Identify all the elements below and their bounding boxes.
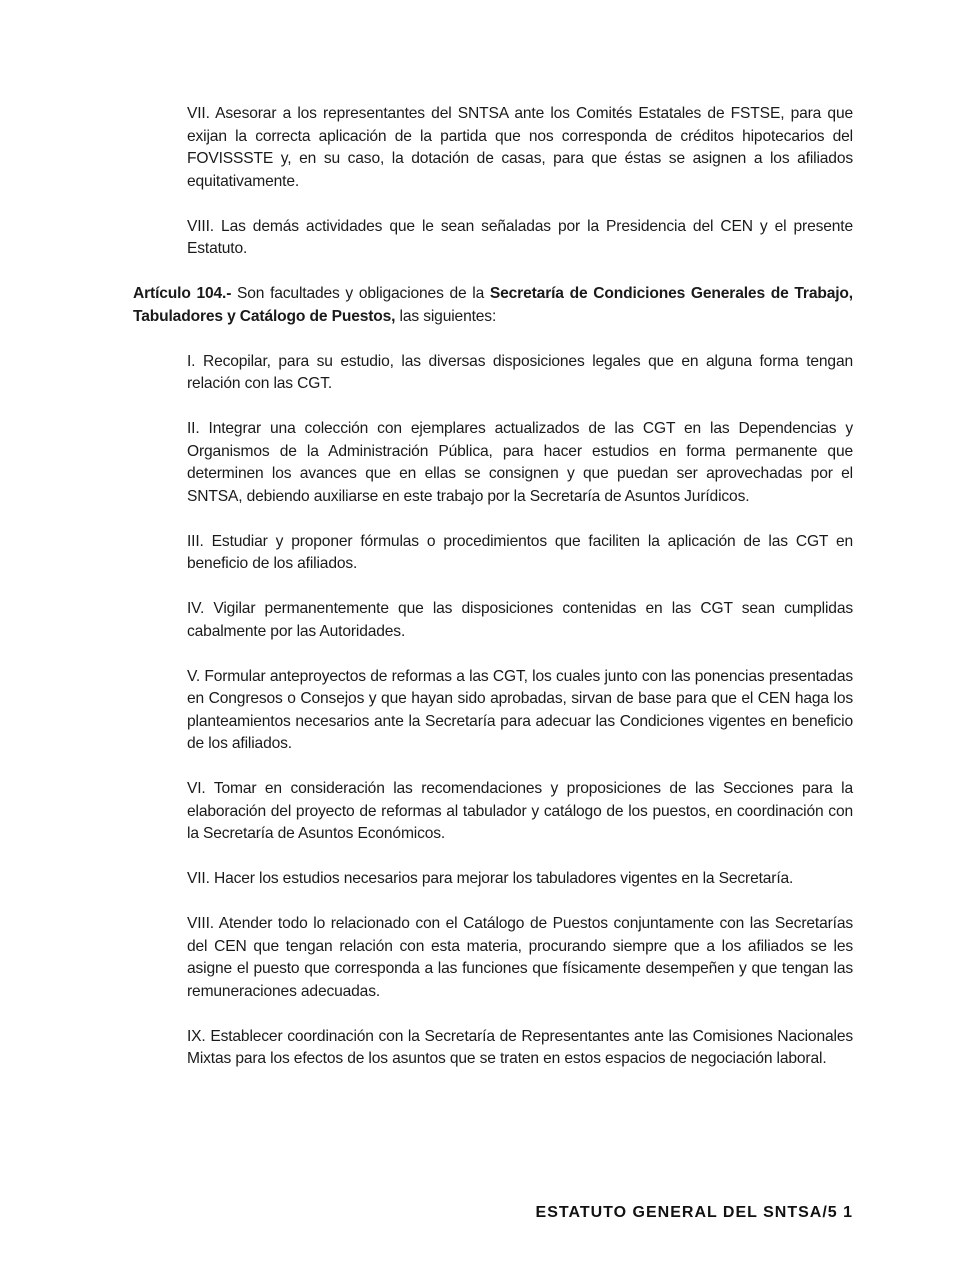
document-body [133,103,853,1093]
paragraph-item-vii: VII. Hacer los estudios necesarios para mejorar los tabuladores vigentes en la Secretaría. [187,870,794,887]
paragraph-item-ii: II. Integrar una colección con ejemplares actualizados de las CGT en las Dependencias y Organismos de la Administración Pública, para hacer estudios en forma permanente que determinen los avances que en ellas se consignen y que puedan ser aprovechadas por el SNTSA, debiendo auxiliarse en este trabajo por la Secretaría de Asuntos Jurídicos. [187,420,853,505]
paragraph-item-vi: VI. Tomar en consideración las recomendaciones y proposiciones de las Secciones para la elaboración del proyecto de reformas al tabulador y catálogo de los puestos, en coordinación con la Secretaría de Asuntos Económicos. [187,780,853,842]
paragraph-item-viii: VIII. Atender todo lo relacionado con el Catálogo de Puestos conjuntamente con las Secretarías del CEN que tengan relación con esta materia, procurando siempre que a los afiliados se les asigne el puesto que corresponda a las funciones que físicamente desempeñen y que tengan las remuneraciones adecuadas. [187,915,853,1000]
paragraph-item-ix: IX. Establecer coordinación con la Secretaría de Representantes ante las Comisiones Nacionales Mixtas para los efectos de los asuntos que se traten en estos espacios de negociación laboral. [187,1027,853,1067]
article-entity: Secretaría de Condiciones Generales de Trabajo, Tabuladores y Catálogo de Puestos, [133,285,853,325]
article-heading [133,283,853,328]
paragraph-item-iv: IV. Vigilar permanentemente que las disposiciones contenidas en las CGT sean cumplidas cabalmente por las Autoridades. [187,600,853,640]
paragraph-item-iii: III. Estudiar y proponer fórmulas o procedimientos que faciliten la aplicación de las CGT en beneficio de los afiliados. [187,532,853,572]
paragraph-item-v: V. Formular anteproyectos de reformas a las CGT, los cuales junto con las ponencias presentadas en Congresos o Consejos y que hayan sido aprobadas, sirvan de base para que el CEN haga los planteamientos necesarios ante la Secretaría para adecuar las Condiciones vigentes en beneficio de los afiliados. [187,667,853,752]
paragraph-item-i: I. Recopilar, para su estudio, las diversas disposiciones legales que en alguna forma tengan relación con las CGT. [187,352,853,392]
page-footer: ESTATUTO GENERAL DEL SNTSA/5 1 [535,1204,853,1221]
article-label: Artículo 104.- [133,285,232,302]
article-intro: Son facultades y obligaciones de la [231,285,490,302]
paragraph-item-vii-prev: VII. Asesorar a los representantes del SNTSA ante los Comités Estatales de FSTSE, para que exijan la correcta aplicación de la partida que nos corresponda de créditos hipotecarios del FOVISSSTE y, en su caso, la dotación de casas, para que éstas se asignen a los afiliados equitativamente. [187,105,853,190]
paragraph-item-viii-prev: VIII. Las demás actividades que le sean señaladas por la Presidencia del CEN y el presente Estatuto. [187,217,853,257]
article-tail: las siguientes: [395,307,497,325]
